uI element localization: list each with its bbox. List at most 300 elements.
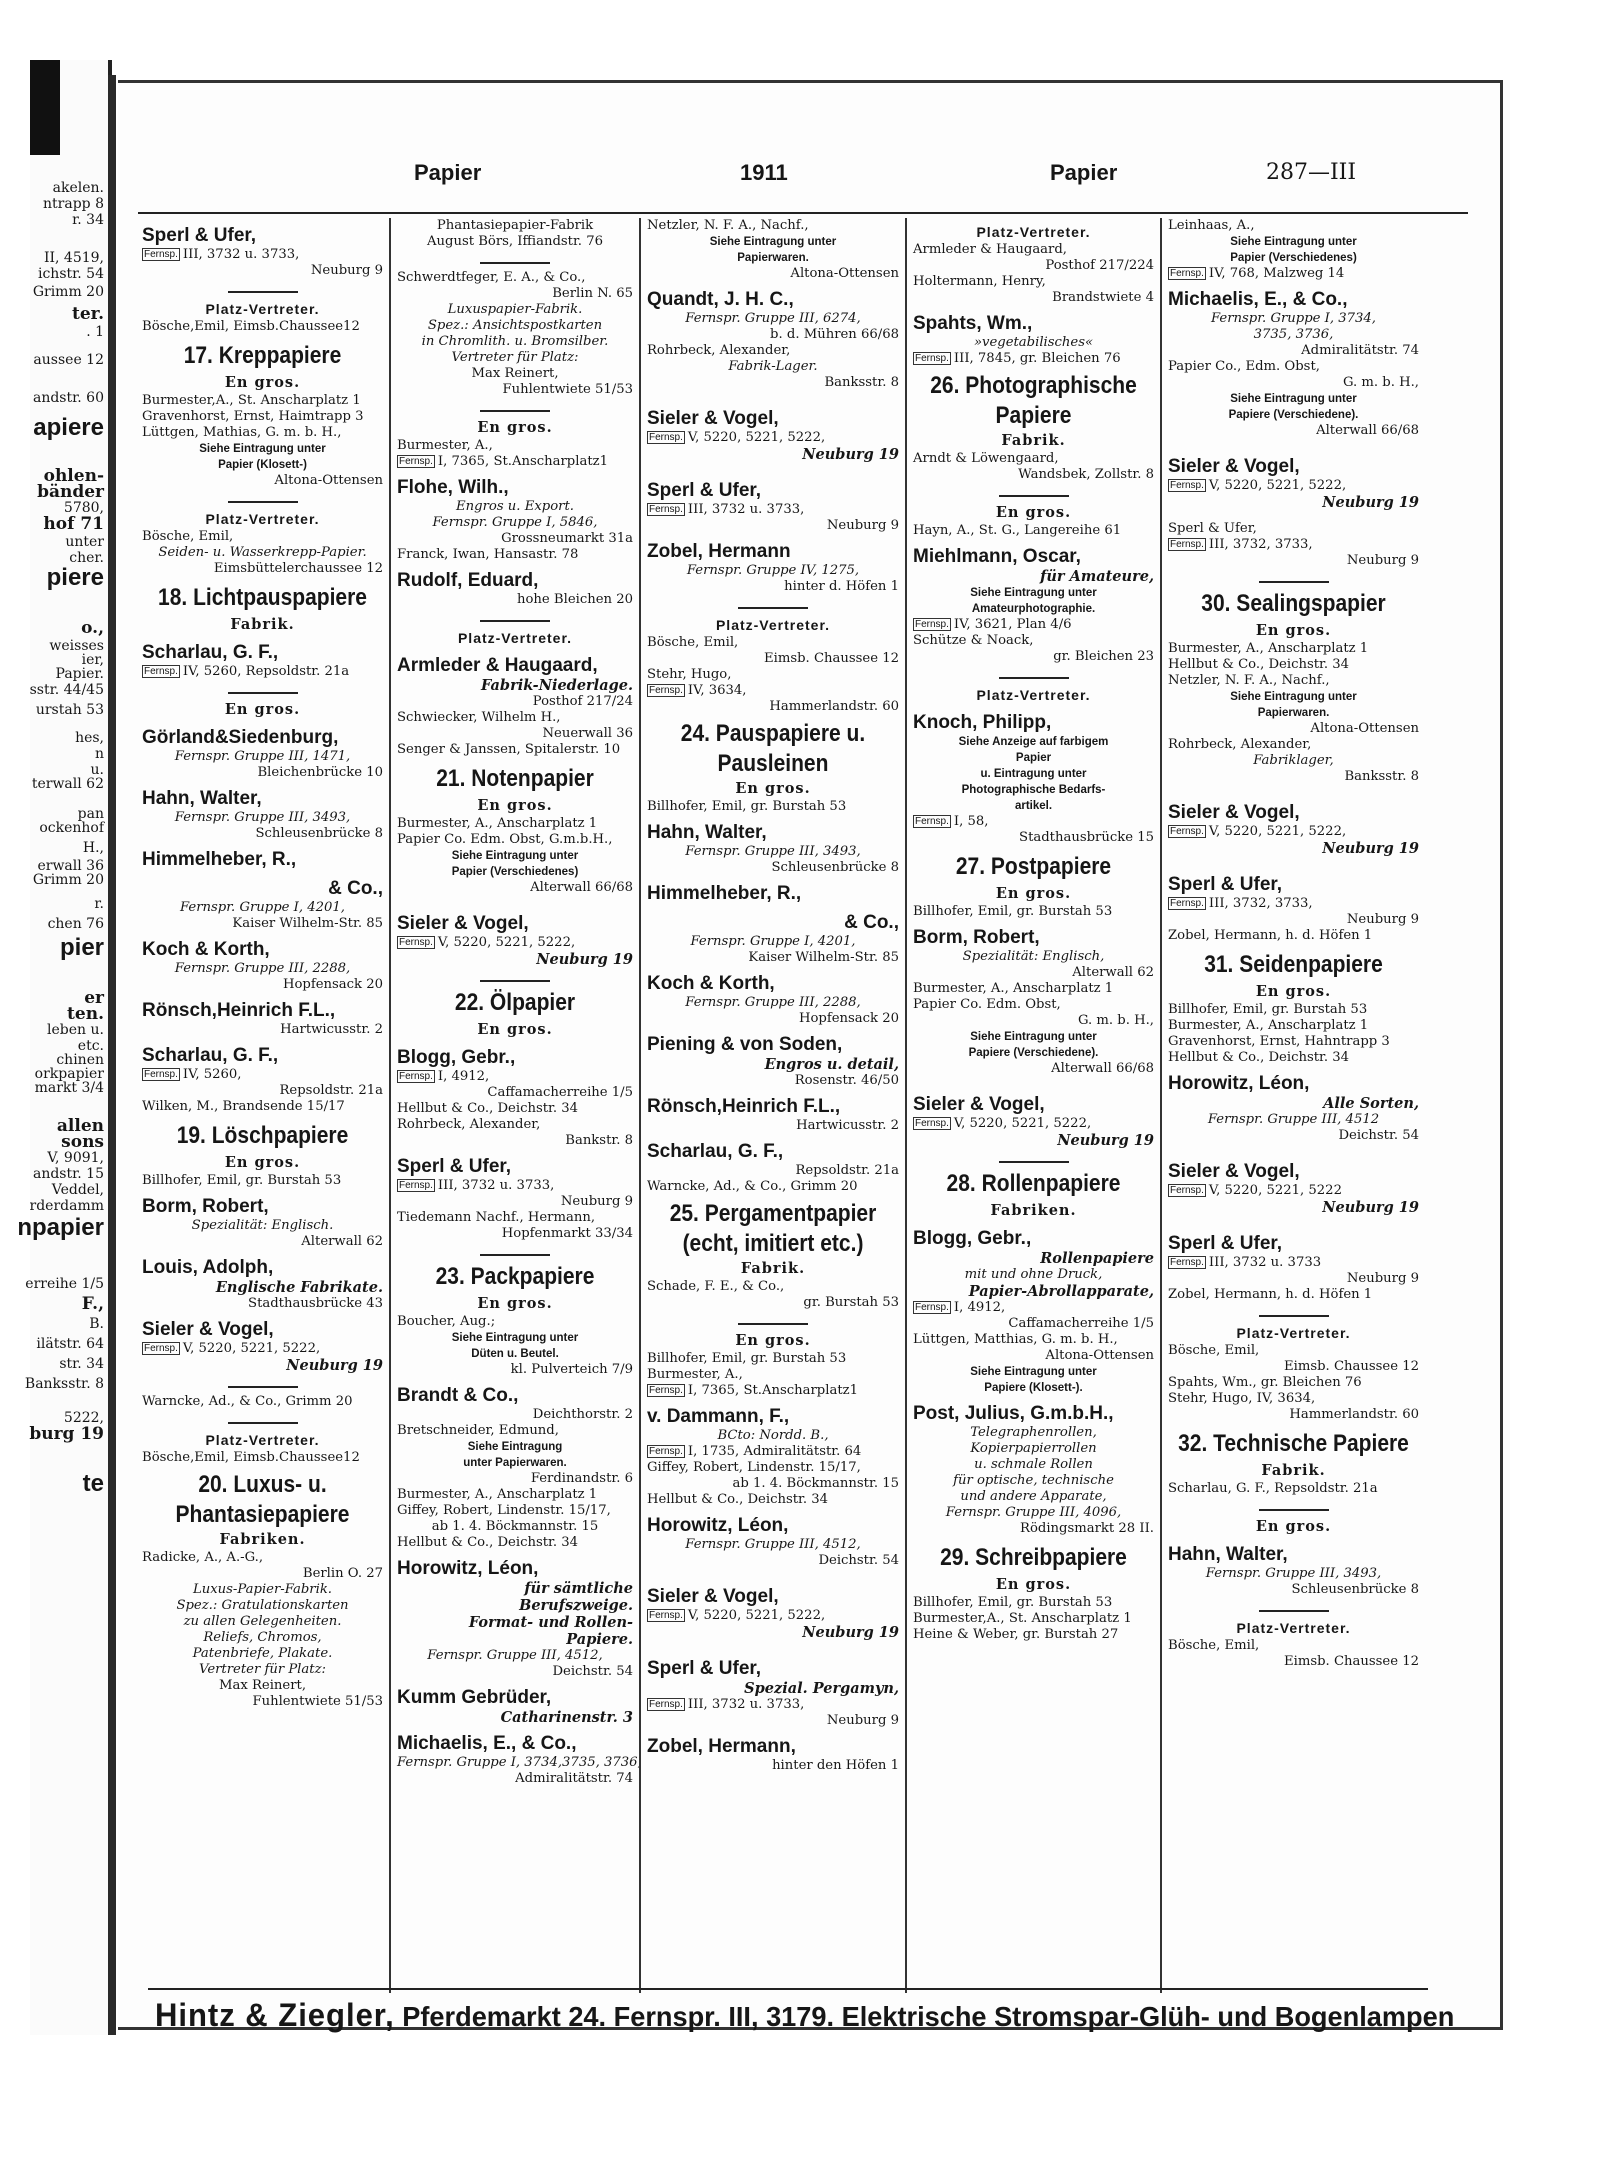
entry-line: Neuburg 9 [826,1713,899,1728]
cross-reference: Siehe Eintragung unter [199,443,326,455]
section-divider [999,677,1069,679]
firm-name: Koch & Korth, [142,939,270,960]
subsection-heading: Fabriken. [990,1202,1077,1219]
spacer [647,463,899,473]
entry-line: Hopfenmarkt 33/34 [501,1226,633,1241]
strip-fragment: r. [94,896,104,912]
telephone-badge: Fernsp. [1170,898,1204,909]
strip-fragment: . 1 [86,324,104,340]
entry-text: V, 5220, 5221, 5222, [182,1341,321,1356]
section-divider [228,1386,298,1388]
entry-text: IV, 5260, Repsoldstr. 21a [182,664,350,679]
entry-line [1168,1255,1419,1271]
entry-line: Repsoldstr. 21a [279,1083,383,1098]
category-heading: 20. Luxus- u. Phantasiepapiere [175,1471,350,1528]
section-divider [1259,1610,1329,1612]
entry-line: Fernspr. Gruppe III, 3493, [174,810,351,825]
cross-reference: Siehe Eintragung unter [709,236,837,248]
scan-shadow [30,60,60,155]
entry-text: III, 7845, gr. Bleichen 76 [953,351,1121,366]
entry-line: Admiralitätstr. 74 [515,1771,633,1786]
entry-line: Grossneumarkt 31a [501,531,633,546]
subsection-heading: Fabrik. [230,616,295,633]
subsection-heading: Fabrik. [1001,432,1066,449]
entry-line: »vegetabilisches« [973,335,1094,350]
firm-specialty: Neuburg 19 [802,446,899,463]
strip-fragment: ier, [81,652,104,668]
header-year: 1911 [740,160,788,185]
entry-line: Stehr, Hugo, [647,667,732,682]
entry-line: Lüttgen, Matthias, G. m. b. H., [913,1332,1118,1347]
section-divider [1259,581,1329,583]
entry-line: Schütze & Noack, [913,633,1034,648]
entry-line: Max Reinert, [218,1678,307,1693]
firm-name: Sieler & Vogel, [397,913,529,934]
entry-line: Fernspr. Gruppe III, 4512 [1207,1112,1380,1127]
entry-line: Deichthorstr. 2 [532,1407,633,1422]
entry-line: Engros u. Export. [456,499,574,514]
entry-text: I, 7365, St.Anscharplatz1 [437,454,608,469]
entry-line: Schleusenbrücke 8 [255,826,383,841]
cross-reference: Siehe Eintragung unter [451,1332,579,1344]
strip-fragment: allen [56,1116,104,1136]
entry-line: Arndt & Löwengaard, [913,451,1059,466]
entry-line: Bösche, Emil, [647,635,739,650]
entry-line: Bankstr. 8 [565,1133,633,1148]
strip-fragment: chinen [56,1052,104,1068]
firm-name: Sieler & Vogel, [1168,1161,1300,1182]
entry-line: Altona-Ottensen [1310,721,1419,736]
firm-specialty: Neuburg 19 [286,1357,383,1374]
entry-line: Banksstr. 8 [824,375,899,390]
entry-line: Lüttgen, Mathias, G. m. b. H., [142,425,342,440]
telephone-badge: Fernsp. [915,1118,949,1129]
entry-line: Fernspr. Gruppe I, 3734, [1210,311,1377,326]
entry-text: IV, 768, Malzweg 14 [1208,266,1345,281]
representative-heading: Platz-Vertreter. [715,617,831,633]
section-divider [228,1422,298,1424]
advertisement-footer [155,1997,1455,2035]
strip-fragment: ter. [72,304,104,324]
entry-line: Luxuspapier-Fabrik. [447,302,583,317]
entry-line: b. d. Mühren 66/68 [770,327,899,342]
entry-line [913,814,1154,830]
subsection-heading: En gros. [1255,1518,1332,1535]
strip-fragment: etc. [77,1038,104,1054]
firm-name: & Co., [844,912,899,933]
entry-text: III, 3732 u. 3733, [687,502,805,517]
firm-name: Piening & von Soden, [647,1034,843,1055]
entry-line: Hellbut & Co., Deichstr. 34 [647,1492,829,1507]
firm-specialty: Papiere. [566,1631,633,1648]
spacer [1168,439,1419,449]
entry-line [913,617,1154,633]
entry-line: Neuburg 9 [1346,553,1419,568]
entry-line: Armleder & Haugaard, [913,242,1067,257]
page-number: 287—III [1266,160,1357,185]
strip-fragment: er [84,988,104,1008]
entry-line: Posthof 217/24 [532,694,633,709]
entry-line [142,1067,383,1083]
entry-line: Fernspr. Gruppe III, 4512, [685,1537,861,1552]
footer-company: Hintz & Ziegler, [155,1997,395,2033]
entry-line: Fuhlentwiete 51/53 [252,1694,383,1709]
entry-line: Posthof 217/224 [1045,258,1154,273]
strip-fragment: te [82,1470,104,1497]
strip-fragment: ohlen- [43,466,104,486]
section-divider [480,262,550,264]
strip-fragment: chen 76 [47,916,104,932]
firm-name: Borm, Robert, [913,927,1040,948]
entry-line [647,1608,899,1624]
firm-specialty: Englische Fabrikate. [215,1279,383,1296]
firm-name: Koch & Korth, [647,973,775,994]
telephone-badge: Fernsp. [649,1610,683,1621]
firm-name: Rönsch,Heinrich F.L., [647,1096,841,1117]
column-5 [1160,218,1425,1993]
entry-line: Hammerlandstr. 60 [1289,1407,1419,1422]
cross-reference: Papier (Verschiedenes) [1230,252,1357,264]
entry-line: BCto: Nordd. B., [717,1428,829,1443]
entry-line [397,454,633,470]
entry-line: Papier Co., Edm. Obst, [1168,359,1320,374]
cross-reference: Siehe Eintragung unter [970,1031,1097,1043]
entry-line: Schwiecker, Wilhelm H., [397,710,561,725]
firm-specialty: Fabrik-Niederlage. [481,677,633,694]
entry-line: Alterwall 62 [1072,965,1154,980]
strip-fragment: ockenhof [39,820,104,836]
entry-line: Senger & Janssen, Spitalerstr. 10 [397,742,621,757]
entry-line: Billhofer, Emil, gr. Burstah 53 [647,799,847,814]
strip-fragment: urstah 53 [35,702,104,718]
strip-fragment: u. [90,762,104,778]
entry-line: Radicke, A., A.-G., [142,1550,264,1565]
header-rule [138,212,1468,214]
telephone-badge: Fernsp. [915,619,949,630]
entry-line: Fernspr. Gruppe III, 4096, [945,1505,1122,1520]
cross-reference: Siehe Eintragung unter [970,1366,1097,1378]
entry-line: Stadthausbrücke 43 [248,1296,383,1311]
entry-line: Fernspr. Gruppe IV, 1275, [686,563,860,578]
entry-line: Spez.: Ansichtspostkarten [427,318,603,333]
entry-line: Caffamacherreihe 1/5 [487,1085,633,1100]
entry-line: Fernspr. Gruppe III, 2288, [174,961,351,976]
entry-line: Hayn, A., St. G., Langereihe 61 [913,523,1122,538]
firm-name: Sperl & Ufer, [647,480,762,501]
firm-name: Brandt & Co., [397,1385,519,1406]
firm-name: Görland&Siedenburg, [142,727,339,748]
subsection-heading: Fabriken. [219,1531,306,1548]
firm-name: Sieler & Vogel, [1168,802,1300,823]
subsection-heading: En gros. [477,1021,553,1038]
firm-name: Sieler & Vogel, [647,1586,779,1607]
entry-line: Altona-Ottensen [274,473,383,488]
cross-reference: Siehe Eintragung [467,1441,563,1453]
cross-reference: Düten u. Beutel. [471,1348,559,1360]
strip-fragment: bänder [37,482,104,502]
strip-fragment: Papier. [55,666,104,682]
entry-line: Repsoldstr. 21a [795,1163,899,1178]
entry-line: gr. Bleichen 23 [1053,649,1154,664]
entry-line: Fernspr. Gruppe I, 4201, [690,934,856,949]
firm-name: Post, Julius, G.m.b.H., [913,1403,1114,1424]
firm-specialty: Spezial. Pergamyn, [744,1680,899,1697]
telephone-badge: Fernsp. [399,1180,433,1191]
strip-fragment: II, 4519, [43,250,104,266]
strip-fragment: str. 34 [59,1356,104,1372]
representative-heading: Platz-Vertreter. [1236,1325,1351,1341]
entry-line: Admiralitätstr. 74 [1301,343,1419,358]
cross-reference: Photographische Bedarfs- [961,784,1106,796]
entry-line: Billhofer, Emil, gr. Burstah 53 [913,904,1113,919]
entry-line: Bösche, Emil, [1168,1343,1260,1358]
subsection-heading: Fabrik. [740,1260,806,1277]
cross-reference: Siehe Eintragung unter [451,850,579,862]
category-heading: 23. Packpapiere [435,1263,595,1290]
firm-specialty: Papier-Abrollapparate, [968,1283,1154,1300]
entry-line: hinter den Höfen 1 [772,1758,899,1773]
entry-line: Spezialität: Englisch. [191,1218,334,1233]
entry-line: Berlin O. 27 [302,1566,383,1581]
telephone-badge: Fernsp. [144,1343,178,1354]
subsection-heading: En gros. [1255,622,1332,639]
cross-reference: Siehe Eintragung unter [1230,691,1357,703]
telephone-badge: Fernsp. [399,937,433,948]
entry-line: Fernspr. Gruppe I, 3734,3735, 3736, [397,1755,642,1770]
strip-fragment: ntrapp 8 [43,196,104,212]
category-heading: 26. Photographische Papiere [930,372,1137,429]
telephone-badge: Fernsp. [649,685,683,696]
entry-line: Hellbut & Co., Deichstr. 34 [1168,657,1350,672]
subsection-heading: En gros. [995,1576,1072,1593]
entry-text: III, 3732 u. 3733, [182,247,300,262]
entry-line: Rohrbeck, Alexander, [397,1117,541,1132]
entry-line: Eimsb. Chaussee 12 [764,651,899,666]
strip-fragment: apiere [33,414,104,441]
telephone-badge: Fernsp. [144,249,178,260]
category-heading: 19. Löschpapiere [176,1122,349,1149]
entry-line: Alterwall 66/68 [1051,1061,1154,1076]
entry-text: III, 3732 u. 3733, [687,1697,805,1712]
entry-line: Sperl & Ufer, [1168,521,1257,536]
entry-line: Luxus-Papier-Fabrik. [192,1582,333,1597]
firm-name: Sperl & Ufer, [142,225,257,246]
firm-specialty: Berufszweige. [519,1597,633,1614]
entry-line: Schade, F. E., & Co., [647,1279,785,1294]
entry-line: Leinhaas, A., [1168,218,1255,233]
entry-line: Bretschneider, Edmund, [397,1423,559,1438]
strip-fragment: sons [61,1132,104,1152]
strip-fragment: andstr. 60 [32,390,104,406]
firm-specialty: Alle Sorten, [1323,1095,1419,1112]
entry-text: I, 4912, [953,1300,1006,1315]
firm-name: Hahn, Walter, [647,822,767,843]
section-divider [228,291,298,293]
entry-line: Hartwicusstr. 2 [796,1118,899,1133]
entry-line: Rohrbeck, Alexander, [1168,737,1312,752]
spacer [1168,511,1419,521]
entry-line [142,1341,383,1357]
entry-line: Burmester, A., Anscharplatz 1 [1168,641,1369,656]
entry-line: Bösche,Emil, Eimsb.Chaussee12 [142,319,360,334]
entry-line: mit und ohne Druck, [964,1267,1103,1282]
entry-line: Gravenhorst, Ernst, Haimtrapp 3 [142,409,364,424]
strip-fragment: o., [81,618,104,638]
telephone-badge: Fernsp. [1170,480,1204,491]
entry-line [397,1178,633,1194]
entry-text: V, 5220, 5221, 5222, [953,1116,1092,1131]
entry-line: Reliefs, Chromos, [203,1630,322,1645]
representative-heading: Platz-Vertreter. [976,687,1091,703]
firm-name: Sperl & Ufer, [1168,1233,1283,1254]
entry-text: III, 3732, 3733, [1208,896,1313,911]
spacer [1168,785,1419,795]
entry-line: Neuburg 9 [826,518,899,533]
strip-fragment: sstr. 44/45 [29,682,104,698]
strip-fragment: leben u. [47,1022,104,1038]
cross-reference: Papiere (Klosett-). [984,1382,1083,1394]
entry-line: G. m. b. H., [1077,1013,1154,1028]
spacer [647,1569,899,1579]
entry-line: Stehr, Hugo, IV, 3634, [1168,1391,1316,1406]
category-heading: 22. Ölpapier [454,989,576,1016]
entry-line: Papier Co. Edm. Obst, [913,997,1061,1012]
entry-text: I, 1735, Admiralitätstr. 64 [687,1444,862,1459]
firm-name: Zobel, Hermann [647,541,791,562]
category-heading: 31. Seidenpapiere [1204,951,1383,978]
strip-fragment: Banksstr. 8 [24,1376,104,1392]
entry-line [913,1300,1154,1316]
cross-reference: Amateurphotographie. [971,603,1096,615]
strip-fragment: aussee 12 [33,352,104,368]
strip-fragment: pan [77,806,104,822]
section-divider [480,1254,550,1256]
entry-line: Patenbriefe, Plakate. [192,1646,333,1661]
entry-line: Scharlau, G. F., Repsoldstr. 21a [1168,1481,1378,1496]
entry-line: Deichstr. 54 [1338,1128,1419,1143]
entry-line: Fernspr. Gruppe III, 3493, [685,844,861,859]
firm-specialty: Neuburg 19 [1322,494,1419,511]
representative-heading: Platz-Vertreter. [976,224,1091,240]
telephone-badge: Fernsp. [915,1302,949,1313]
firm-name: Rönsch,Heinrich F.L., [142,1000,336,1021]
entry-line [142,664,383,680]
category-heading: 30. Sealingspapier [1201,590,1386,617]
firm-name: Louis, Adolph, [142,1257,274,1278]
entry-line: August Börs, Iffiandstr. 76 [427,234,603,249]
firm-name: Quandt, J. H. C., [647,289,794,310]
entry-line: Kaiser Wilhelm-Str. 85 [748,950,899,965]
entry-line: Bösche, Emil, [142,529,234,544]
entry-line: G. m. b. H., [1342,375,1419,390]
entry-line: Spahts, Wm., gr. Bleichen 76 [1168,1375,1362,1390]
strip-fragment: akelen. [52,180,104,196]
representative-heading: Platz-Vertreter. [205,301,320,317]
firm-name: Sperl & Ufer, [1168,874,1283,895]
telephone-badge: Fernsp. [915,353,949,364]
strip-fragment: F., [81,1294,104,1314]
entry-line: Bösche, Emil, [1168,1638,1260,1653]
entry-line: Stadthausbrücke 15 [1019,830,1154,845]
entry-text: III, 3732 u. 3733, [437,1178,555,1193]
telephone-badge: Fernsp. [649,1699,683,1710]
entry-line: Franck, Iwan, Hansastr. 78 [397,547,579,562]
entry-line [647,1383,899,1399]
cross-reference: Siehe Eintragung unter [1230,236,1357,248]
entry-line: Hartwicusstr. 2 [280,1022,383,1037]
strip-fragment: Grimm 20 [32,284,104,300]
firm-name: Knoch, Philipp, [913,712,1052,733]
entry-line [1168,896,1419,912]
entry-text: V, 5220, 5221, 5222, [1208,824,1347,839]
entry-line: Billhofer, Emil, gr. Burstah 53 [142,1173,342,1188]
entry-line: u. schmale Rollen [974,1457,1093,1472]
cross-reference: Papiere (Verschiedene). [1228,409,1359,421]
entry-line: Burmester, A., Anscharplatz 1 [913,981,1114,996]
entry-text: IV, 3634, [687,683,747,698]
firm-specialty: Engros u. detail, [764,1056,899,1073]
entry-line: Spez.: Gratulationskarten [176,1598,349,1613]
category-heading: 27. Postpapiere [955,853,1112,880]
cross-reference: Papier (Klosett-) [218,459,307,471]
firm-name: Horowitz, Léon, [1168,1073,1310,1094]
strip-fragment: ichstr. 54 [37,266,104,282]
category-heading: 29. Schreibpapiere [940,1544,1127,1571]
entry-line: Hopfensack 20 [798,1011,899,1026]
category-heading: 25. Pergamentpapier (echt, imitiert etc.) [669,1200,877,1257]
entry-line: Billhofer, Emil, gr. Burstah 53 [647,1351,847,1366]
representative-heading: Platz-Vertreter. [1236,1620,1351,1636]
subsection-heading: En gros. [477,797,553,814]
telephone-badge: Fernsp. [1170,1185,1204,1196]
entry-line: Rödingsmarkt 28 II. [1020,1521,1154,1536]
representative-heading: Platz-Vertreter. [205,1432,320,1448]
representative-heading: Platz-Vertreter. [205,511,320,527]
entry-line: Caffamacherreihe 1/5 [1008,1316,1154,1331]
entry-line: Deichstr. 54 [552,1664,633,1679]
spacer [647,1641,899,1651]
entry-line [647,1697,899,1713]
firm-specialty: Format- und Rollen- [468,1614,633,1631]
spacer [1168,1144,1419,1154]
firm-name: Michaelis, E., & Co., [1168,289,1348,310]
entry-line: Burmester, A., [397,438,493,453]
entry-line: Banksstr. 8 [1344,769,1419,784]
entry-line: Fernspr. Gruppe III, 1471, [174,749,351,764]
section-divider [738,607,808,609]
section-divider [999,1161,1069,1163]
entry-line: Hammerlandstr. 60 [769,699,899,714]
entry-line: Spezialität: Englisch, [962,949,1105,964]
entry-line [397,1069,633,1085]
entry-line: Schleusenbrücke 8 [1291,1582,1419,1597]
firm-name: Flohe, Wilh., [397,477,509,498]
strip-fragment: Grimm 20 [32,872,104,888]
entry-line: Phantasiepapier-Fabrik [436,218,594,233]
entry-line: Altona-Ottensen [790,266,899,281]
telephone-badge: Fernsp. [1170,1257,1204,1268]
cross-reference: unter Papierwaren. [463,1457,567,1469]
strip-fragment: hes, [75,730,104,746]
category-heading: 28. Rollenpapiere [946,1170,1121,1197]
entry-text: IV, 3621, Plan 4/6 [953,617,1072,632]
entry-line: Bleichenbrücke 10 [257,765,383,780]
entry-line [913,1116,1154,1132]
firm-name: Borm, Robert, [142,1196,269,1217]
firm-specialty: Catharinenstr. 3 [500,1709,633,1726]
entry-line: Altona-Ottensen [1045,1348,1154,1363]
subsection-heading: En gros. [224,701,301,718]
